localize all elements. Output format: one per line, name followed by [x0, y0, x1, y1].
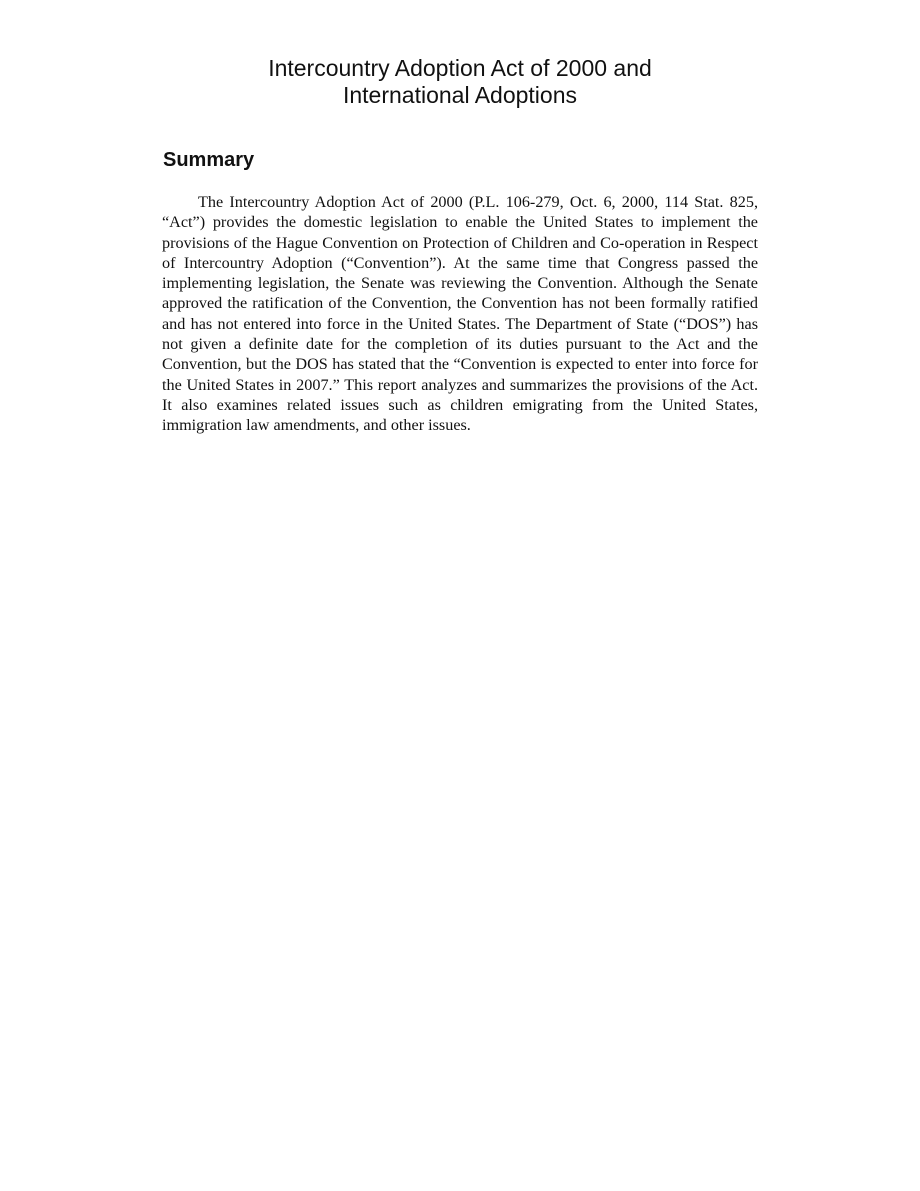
summary-paragraph: The Intercountry Adoption Act of 2000 (P.L. 106-279, Oct. 6, 2000, 114 Stat. 825, “Act”) provides the domestic legislation to enable the United States to implement the provisions of the Hague Convention on Protection of Children and Co-operation in Respect of Intercountry Adoption (“Convention”). At the same time that Congress passed the implementing legislation, the Senate was reviewing the Convention. Although the Senate approved the ratification of the Convention, the Convention has not been formally ratified and has not entered into force in the United States. The Department of State (“DOS”) has not given a definite date for the completion of its duties pursuant to the Act and the Convention, but the DOS has stated that the “Convention is expected to enter into force for the United States in 2007.” This report analyzes and summarizes the provisions of the Act. It also examines related issues such as children emigrating from the United States, immigration law amendments, and other issues.: [162, 193, 758, 435]
document-title-line-2: International Adoptions: [342, 82, 577, 108]
summary-heading: Summary: [163, 149, 255, 171]
document-title-line-1: Intercountry Adoption Act of 2000 and: [268, 55, 652, 81]
document-title: [160, 55, 760, 109]
